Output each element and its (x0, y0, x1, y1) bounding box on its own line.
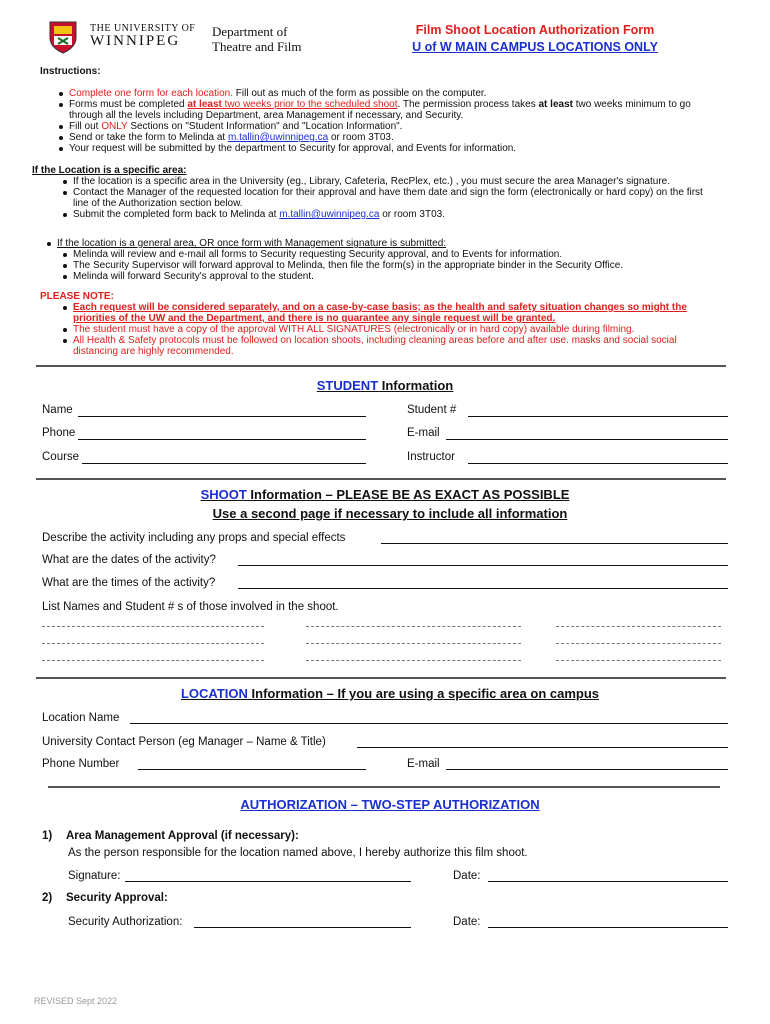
date1-label: Date: (453, 870, 481, 882)
names-field[interactable] (42, 660, 264, 661)
email-label: E-mail (407, 427, 440, 439)
names-label: List Names and Student # s of those involved in the shoot. (42, 601, 339, 613)
location-phone-field[interactable] (138, 769, 366, 770)
email-link[interactable]: m.tallin@uwinnipeg.ca (227, 132, 329, 143)
location-email-field[interactable] (446, 769, 728, 770)
name-label: Name (42, 404, 73, 416)
authorization-section-title: AUTHORIZATION – TWO-STEP AUTHORIZATION (240, 797, 540, 812)
step2-number: 2) (42, 892, 53, 904)
student-section-title: STUDENT Information (316, 378, 454, 393)
list-item: Each request will be considered separately, and on a case-by-case basis; as the health and safety situation changes so might the priorities of the UW and the Department, and there is no guarantee any single request will be granted. (60, 302, 720, 324)
list-item: The Security Supervisor will forward approval to Melinda, then file the form(s) in the appropriate binder in the Security Office. (60, 260, 705, 271)
logo-line1: THE UNIVERSITY OF (90, 23, 196, 34)
divider (36, 478, 726, 480)
list-item: Submit the completed form back to Melinda at m.tallin@uwinnipeg.ca or room 3T03. (60, 209, 705, 220)
instructions-list (56, 88, 706, 154)
contact-person-field[interactable] (357, 747, 728, 748)
logo-line2: WINNIPEG (90, 33, 181, 49)
names-field[interactable] (42, 626, 264, 627)
date2-label: Date: (453, 916, 481, 928)
list-item: Contact the Manager of the requested location for their approval and have them date and sign the form (electronically or hard copy) on the first line of the Authorization section below. (60, 187, 705, 209)
dates-field[interactable] (238, 565, 728, 566)
divider (48, 786, 720, 788)
specific-area-list (60, 176, 705, 220)
form-subtitle: U of W MAIN CAMPUS LOCATIONS ONLY (412, 40, 658, 54)
please-note-heading: PLEASE NOTE: (40, 291, 114, 302)
crest-icon (48, 20, 78, 54)
general-area-list (44, 238, 704, 249)
security-authorization-field[interactable] (194, 927, 411, 928)
list-item: Forms must be completed at least two weeks prior to the scheduled shoot. The permission process takes at least two weeks minimum to go through all the levels including Department, area Management if necessary, and Security. (56, 99, 706, 121)
shoot-section-title: SHOOT Information – PLEASE BE AS EXACT AS POSSIBLE (200, 487, 570, 502)
list-item: Your request will be submitted by the department to Security for approval, and Events for information. (56, 143, 706, 154)
step1-title: Area Management Approval (if necessary): (66, 830, 299, 842)
date1-field[interactable] (488, 881, 728, 882)
form-title: Film Shoot Location Authorization Form (415, 23, 655, 37)
date2-field[interactable] (488, 927, 728, 928)
location-name-field[interactable] (130, 723, 728, 724)
names-field[interactable] (306, 660, 521, 661)
email-field[interactable] (446, 439, 728, 440)
times-field[interactable] (238, 588, 728, 589)
list-item: All Health & Safety protocols must be followed on location shoots, including cleaning areas before and after use. masks and social social distancing are highly recommended. (60, 335, 720, 357)
names-field[interactable] (556, 660, 721, 661)
specific-area-heading: If the Location is a specific area: (32, 165, 187, 176)
department-name: Department of Theatre and Film (212, 24, 302, 54)
list-item: Complete one form for each location. Fill out as much of the form as possible on the computer. (56, 88, 706, 99)
step1-text: As the person responsible for the location named above, I hereby authorize this film shoot. (68, 847, 528, 859)
university-logo (48, 20, 78, 54)
revised-note: REVISED Sept 2022 (34, 996, 118, 1006)
name-field[interactable] (78, 416, 366, 417)
names-field[interactable] (42, 643, 264, 644)
list-item: Send or take the form to Melinda at m.tallin@uwinnipeg.ca or room 3T03. (56, 132, 706, 143)
list-item: Fill out ONLY Sections on "Student Information" and "Location Information". (56, 121, 706, 132)
names-field[interactable] (306, 643, 521, 644)
location-phone-label: Phone Number (42, 758, 120, 770)
instructor-label: Instructor (407, 451, 455, 463)
location-name-label: Location Name (42, 712, 120, 724)
divider (36, 677, 726, 679)
course-label: Course (42, 451, 80, 463)
location-section-title: LOCATION Information – If you are using a specific area on campus (180, 686, 600, 701)
activity-field[interactable] (381, 543, 728, 544)
shoot-section-subtitle: Use a second page if necessary to include all information (212, 506, 568, 521)
location-email-label: E-mail (407, 758, 440, 770)
contact-person-label: University Contact Person (eg Manager – Name & Title) (42, 736, 326, 748)
signature-label: Signature: (68, 870, 121, 882)
names-field[interactable] (556, 626, 721, 627)
instructor-field[interactable] (468, 463, 728, 464)
general-area-heading: If the location is a general area, OR once form with Management signature is submitted: (44, 238, 704, 249)
list-item: Melinda will review and e-mail all forms to Security requesting Security approval, and to Events for information. (60, 249, 705, 260)
instructions-heading: Instructions: (40, 66, 101, 77)
general-area-items (60, 249, 705, 282)
names-field[interactable] (306, 626, 521, 627)
dates-label: What are the dates of the activity? (42, 554, 216, 566)
please-note-list (60, 302, 720, 357)
signature-field[interactable] (125, 881, 411, 882)
security-authorization-label: Security Authorization: (68, 916, 183, 928)
activity-label: Describe the activity including any props and special effects (42, 532, 346, 544)
list-item: Melinda will forward Security's approval to the student. (60, 271, 705, 282)
student-number-label: Student # (407, 404, 457, 416)
times-label: What are the times of the activity? (42, 577, 216, 589)
names-field[interactable] (556, 643, 721, 644)
phone-label: Phone (42, 427, 76, 439)
divider (36, 365, 726, 367)
step2-title: Security Approval: (66, 892, 168, 904)
list-item: The student must have a copy of the approval WITH ALL SIGNATURES (electronically or in hard copy) available during filming. (60, 324, 720, 335)
email-link[interactable]: m.tallin@uwinnipeg.ca (279, 209, 380, 220)
step1-number: 1) (42, 830, 53, 842)
course-field[interactable] (82, 463, 366, 464)
phone-field[interactable] (78, 439, 366, 440)
student-number-field[interactable] (468, 416, 728, 417)
list-item: If the location is a specific area in the University (eg., Library, Cafeteria, RecPlex, etc.) , you must secure the area Manager's signature. (60, 176, 705, 187)
